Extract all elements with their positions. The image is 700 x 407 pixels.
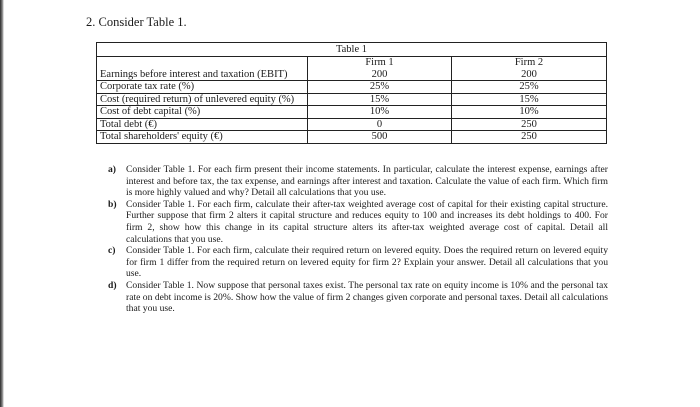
question-item bbox=[108, 245, 608, 280]
firm-1-value: 200 bbox=[308, 69, 452, 81]
question-text: Consider Table 1. Now suppose that personal taxes exist. The personal tax rate on equity income is 10% and the personal tax rate on debt income is 20%. Show how the value of firm 2 changes given corporate and personal taxes. Detail all calculations that you use. bbox=[126, 279, 608, 315]
question-item bbox=[108, 280, 608, 315]
question-item bbox=[108, 164, 608, 199]
table-row bbox=[97, 131, 607, 144]
question-title: 2. Consider Table 1. bbox=[86, 15, 187, 29]
row-label: Corporate tax rate (%) bbox=[97, 81, 308, 94]
header-firm-1: Firm 1 bbox=[308, 57, 452, 69]
header-blank-cell bbox=[97, 57, 308, 69]
row-label: Cost (required return) of unlevered equity (%) bbox=[97, 93, 308, 106]
firm-1-value: 500 bbox=[308, 131, 452, 144]
row-label: Total shareholders' equity (€) bbox=[97, 131, 308, 144]
firm-2-value: 200 bbox=[452, 69, 607, 81]
question-marker: c) bbox=[108, 245, 116, 257]
table-caption: Table 1 bbox=[97, 43, 607, 57]
row-label: Cost of debt capital (%) bbox=[97, 106, 308, 119]
table-header-row bbox=[97, 57, 607, 69]
firm-1-value: 0 bbox=[308, 118, 452, 131]
question-text: Consider Table 1. For each firm, calculate their required return on levered equity. Does the required return on levered equity for firm 1 differ from the required return on levered equity for firm 2? Explain your answer. Detail all calculations that you use. bbox=[126, 245, 608, 280]
table-1 bbox=[96, 42, 607, 144]
firm-2-value: 25% bbox=[452, 81, 607, 94]
question-text: Consider Table 1. For each firm present their income statements. In particular, calculate the interest expense, earnings after interest and before tax, the tax expense, and earnings after interest and taxation. Calculate the value of each firm. Which firm is more highly valued and why? Detail all calculations that you use. bbox=[126, 164, 608, 199]
firm-1-value: 15% bbox=[308, 93, 452, 106]
firm-1-value: 10% bbox=[308, 106, 452, 119]
question-list bbox=[108, 164, 608, 315]
table-row bbox=[97, 106, 607, 119]
table-row bbox=[97, 93, 607, 106]
firm-2-value: 250 bbox=[452, 118, 607, 131]
table-row bbox=[97, 69, 607, 81]
firm-2-value: 250 bbox=[452, 131, 607, 144]
header-firm-2: Firm 2 bbox=[452, 57, 607, 69]
firm-2-value: 10% bbox=[452, 106, 607, 119]
firm-2-value: 15% bbox=[452, 93, 607, 106]
question-marker: b) bbox=[108, 198, 117, 210]
question-marker: a) bbox=[108, 164, 116, 175]
firm-1-value: 25% bbox=[308, 81, 452, 94]
question-item bbox=[108, 199, 608, 245]
table-caption-row bbox=[97, 43, 607, 57]
table-row bbox=[97, 81, 607, 94]
page-edge-shadow bbox=[0, 0, 4, 407]
row-label: Total debt (€) bbox=[97, 118, 308, 131]
question-text: Consider Table 1. For each firm, calculate their after-tax weighted average cost of capital for their existing capital structure. Further suppose that firm 2 alters it capital structure and reduces equity to 100 and increases its debt holdings to 400. For firm 2, show how this change in its capital structure alters its after-tax weighted average cost of capital. Detail all calculations that you use. bbox=[126, 198, 608, 245]
question-marker: d) bbox=[108, 279, 117, 291]
table-row bbox=[97, 118, 607, 131]
row-label: Earnings before interest and taxation (EBIT) bbox=[97, 69, 308, 81]
